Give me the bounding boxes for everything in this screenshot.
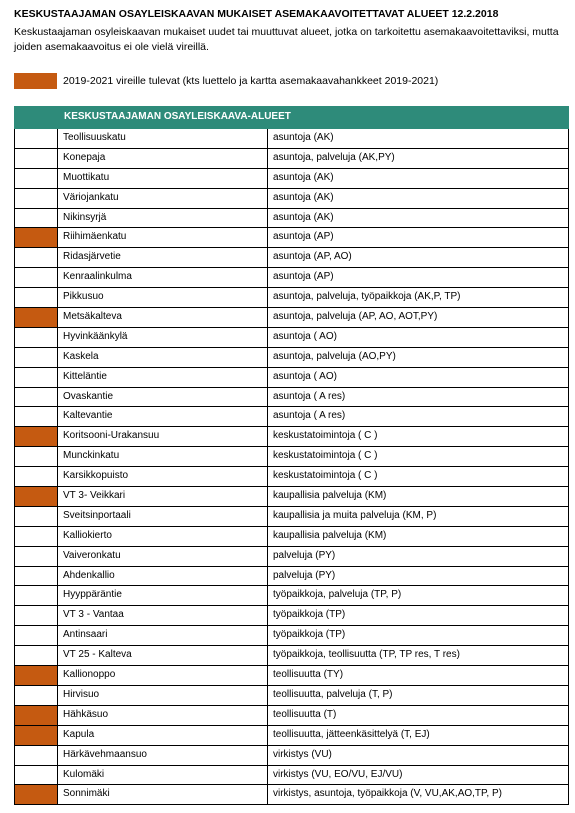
table-row (14, 507, 569, 527)
area-name-cell: Kenraalinkulma (58, 268, 268, 287)
table-row (14, 646, 569, 666)
land-use-cell: virkistys (VU) (273, 748, 332, 760)
empty-marker-cell (15, 467, 58, 486)
table-row (14, 189, 569, 209)
empty-marker-cell (15, 288, 58, 307)
table-row (14, 209, 569, 229)
area-name-cell: Konepaja (58, 149, 268, 168)
areas-table (14, 106, 569, 805)
land-use-cell: asuntoja (AP) (273, 231, 334, 243)
land-use-cell: keskustatoimintoja ( C ) (273, 450, 378, 462)
status-marker-cell (15, 308, 58, 327)
empty-marker-cell (15, 248, 58, 267)
empty-marker-cell (15, 567, 58, 586)
table-row (14, 129, 569, 149)
legend-text: 2019-2021 vireille tulevat (kts luettelo ja kartta asemakaavahankkeet 2019-2021) (63, 75, 439, 87)
empty-marker-cell (15, 547, 58, 566)
land-use-cell: työpaikkoja, palveluja (TP, P) (273, 589, 402, 601)
land-use-cell: asuntoja (AP, AO) (273, 251, 352, 263)
status-marker-cell (15, 706, 58, 725)
land-use-cell: asuntoja, palveluja (AK,PY) (273, 151, 395, 163)
land-use-cell: kaupallisia ja muita palveluja (KM, P) (273, 509, 437, 521)
area-name-cell: Vaiveronkatu (58, 547, 268, 566)
area-name-cell: Kallionoppo (58, 666, 268, 685)
land-use-cell: asuntoja (AK) (273, 211, 334, 223)
legend-swatch (14, 73, 57, 89)
land-use-cell: keskustatoimintoja ( C ) (273, 470, 378, 482)
table-header (14, 106, 569, 127)
area-name-cell: Sveitsinportaali (58, 507, 268, 526)
table-row (14, 766, 569, 786)
table-row (14, 567, 569, 587)
land-use-cell: palveluja (PY) (273, 569, 336, 581)
land-use-cell: palveluja (PY) (273, 549, 336, 561)
land-use-cell: kaupallisia palveluja (KM) (273, 490, 387, 502)
table-row (14, 487, 569, 507)
empty-marker-cell (15, 268, 58, 287)
area-name-cell: Ridasjärvetie (58, 248, 268, 267)
area-name-cell: Riihimäenkatu (58, 228, 268, 247)
area-name-cell: Teollisuuskatu (58, 129, 268, 148)
table-row (14, 407, 569, 427)
land-use-cell: teollisuutta, palveluja (T, P) (273, 688, 393, 700)
land-use-cell: asuntoja (AP) (273, 271, 334, 283)
land-use-cell: teollisuutta (T) (273, 708, 337, 720)
land-use-cell: työpaikkoja (TP) (273, 609, 346, 621)
legend (14, 73, 438, 89)
table-row (14, 169, 569, 189)
table-row (14, 447, 569, 467)
area-name-cell: Kaskela (58, 348, 268, 367)
area-name-cell: Pikkusuo (58, 288, 268, 307)
status-marker-cell (15, 726, 58, 745)
land-use-cell: asuntoja (AK) (273, 191, 334, 203)
land-use-cell: kaupallisia palveluja (KM) (273, 529, 387, 541)
land-use-cell: työpaikkoja (TP) (273, 629, 346, 641)
area-name-cell: Antinsaari (58, 626, 268, 645)
empty-marker-cell (15, 646, 58, 665)
table-row (14, 268, 569, 288)
land-use-cell: asuntoja ( AO) (273, 330, 337, 342)
intro-paragraph: Keskustaajaman osyleiskaavan mukaiset uudet tai muuttuvat alueet, jotka on tarkoitettu asemakaavoitettaviksi, mutta joiden asemakaavoitus ei ole vielä vireillä. (14, 26, 559, 53)
empty-marker-cell (15, 507, 58, 526)
table-header-label: KESKUSTAAJAMAN OSAYLEISKAAVA-ALUEET (64, 111, 291, 122)
area-name-cell: Väriojankatu (58, 189, 268, 208)
land-use-cell: virkistys (VU, EO/VU, EJ/VU) (273, 768, 403, 780)
empty-marker-cell (15, 328, 58, 347)
land-use-cell: asuntoja, palveluja, työpaikkoja (AK,P, TP) (273, 291, 461, 303)
status-marker-cell (15, 666, 58, 685)
table-row (14, 547, 569, 567)
area-name-cell: VT 3 - Vantaa (58, 606, 268, 625)
area-name-cell: Kapula (58, 726, 268, 745)
area-name-cell: Muottikatu (58, 169, 268, 188)
empty-marker-cell (15, 686, 58, 705)
land-use-cell: teollisuutta, jätteenkäsittelyä (T, EJ) (273, 728, 430, 740)
table-row (14, 606, 569, 626)
empty-marker-cell (15, 447, 58, 466)
empty-marker-cell (15, 527, 58, 546)
table-row (14, 388, 569, 408)
empty-marker-cell (15, 746, 58, 765)
table-row (14, 527, 569, 547)
table-row (14, 248, 569, 268)
area-name-cell: Hähkäsuo (58, 706, 268, 725)
empty-marker-cell (15, 606, 58, 625)
empty-marker-cell (15, 348, 58, 367)
table-row (14, 308, 569, 328)
land-use-cell: asuntoja ( A res) (273, 390, 346, 402)
empty-marker-cell (15, 626, 58, 645)
area-name-cell: VT 25 - Kalteva (58, 646, 268, 665)
area-name-cell: Kalliokierto (58, 527, 268, 546)
table-row (14, 368, 569, 388)
table-row (14, 288, 569, 308)
area-name-cell: Karsikkopuisto (58, 467, 268, 486)
empty-marker-cell (15, 586, 58, 605)
table-row (14, 149, 569, 169)
table-row (14, 328, 569, 348)
status-marker-cell (15, 785, 58, 804)
table-row (14, 706, 569, 726)
area-name-cell: Hirvisuo (58, 686, 268, 705)
table-row (14, 686, 569, 706)
area-name-cell: VT 3- Veikkari (58, 487, 268, 506)
land-use-cell: keskustatoimintoja ( C ) (273, 430, 378, 442)
table-row (14, 666, 569, 686)
table-row (14, 785, 569, 805)
land-use-cell: asuntoja, palveluja (AO,PY) (273, 350, 396, 362)
document-title: KESKUSTAAJAMAN OSAYLEISKAAVAN MUKAISET ASEMAKAAVOITETTAVAT ALUEET 12.2.2018 (14, 8, 499, 20)
table-row (14, 467, 569, 487)
area-name-cell: Ahdenkallio (58, 567, 268, 586)
table-row (14, 348, 569, 368)
empty-marker-cell (15, 129, 58, 148)
table-row (14, 228, 569, 248)
land-use-cell: asuntoja (AK) (273, 132, 334, 143)
empty-marker-cell (15, 209, 58, 228)
empty-marker-cell (15, 407, 58, 426)
land-use-cell: asuntoja ( AO) (273, 370, 337, 382)
area-name-cell: Sonnimäki (58, 785, 268, 804)
status-marker-cell (15, 427, 58, 446)
table-body (14, 129, 569, 805)
table-row (14, 626, 569, 646)
status-marker-cell (15, 228, 58, 247)
area-name-cell: Koritsooni-Urakansuu (58, 427, 268, 446)
land-use-cell: virkistys, asuntoja, työpaikkoja (V, VU,AK,AO,TP, P) (273, 788, 502, 800)
status-marker-cell (15, 487, 58, 506)
empty-marker-cell (15, 388, 58, 407)
area-name-cell: Hyvinkäänkylä (58, 328, 268, 347)
land-use-cell: teollisuutta (TY) (273, 669, 344, 681)
table-row (14, 586, 569, 606)
table-row (14, 427, 569, 447)
area-name-cell: Kulomäki (58, 766, 268, 785)
land-use-cell: asuntoja, palveluja (AP, AO, AOT,PY) (273, 311, 438, 323)
land-use-cell: asuntoja (AK) (273, 171, 334, 183)
area-name-cell: Ovaskantie (58, 388, 268, 407)
area-name-cell: Hyyppäräntie (58, 586, 268, 605)
land-use-cell: asuntoja ( A res) (273, 410, 346, 422)
area-name-cell: Munckinkatu (58, 447, 268, 466)
empty-marker-cell (15, 169, 58, 188)
area-name-cell: Kitteläntie (58, 368, 268, 387)
empty-marker-cell (15, 368, 58, 387)
table-row (14, 726, 569, 746)
empty-marker-cell (15, 766, 58, 785)
empty-marker-cell (15, 189, 58, 208)
area-name-cell: Kaltevantie (58, 407, 268, 426)
area-name-cell: Nikinsyrjä (58, 209, 268, 228)
land-use-cell: työpaikkoja, teollisuutta (TP, TP res, T res) (273, 649, 460, 661)
empty-marker-cell (15, 149, 58, 168)
table-row (14, 746, 569, 766)
area-name-cell: Härkävehmaansuo (58, 746, 268, 765)
area-name-cell: Metsäkalteva (58, 308, 268, 327)
